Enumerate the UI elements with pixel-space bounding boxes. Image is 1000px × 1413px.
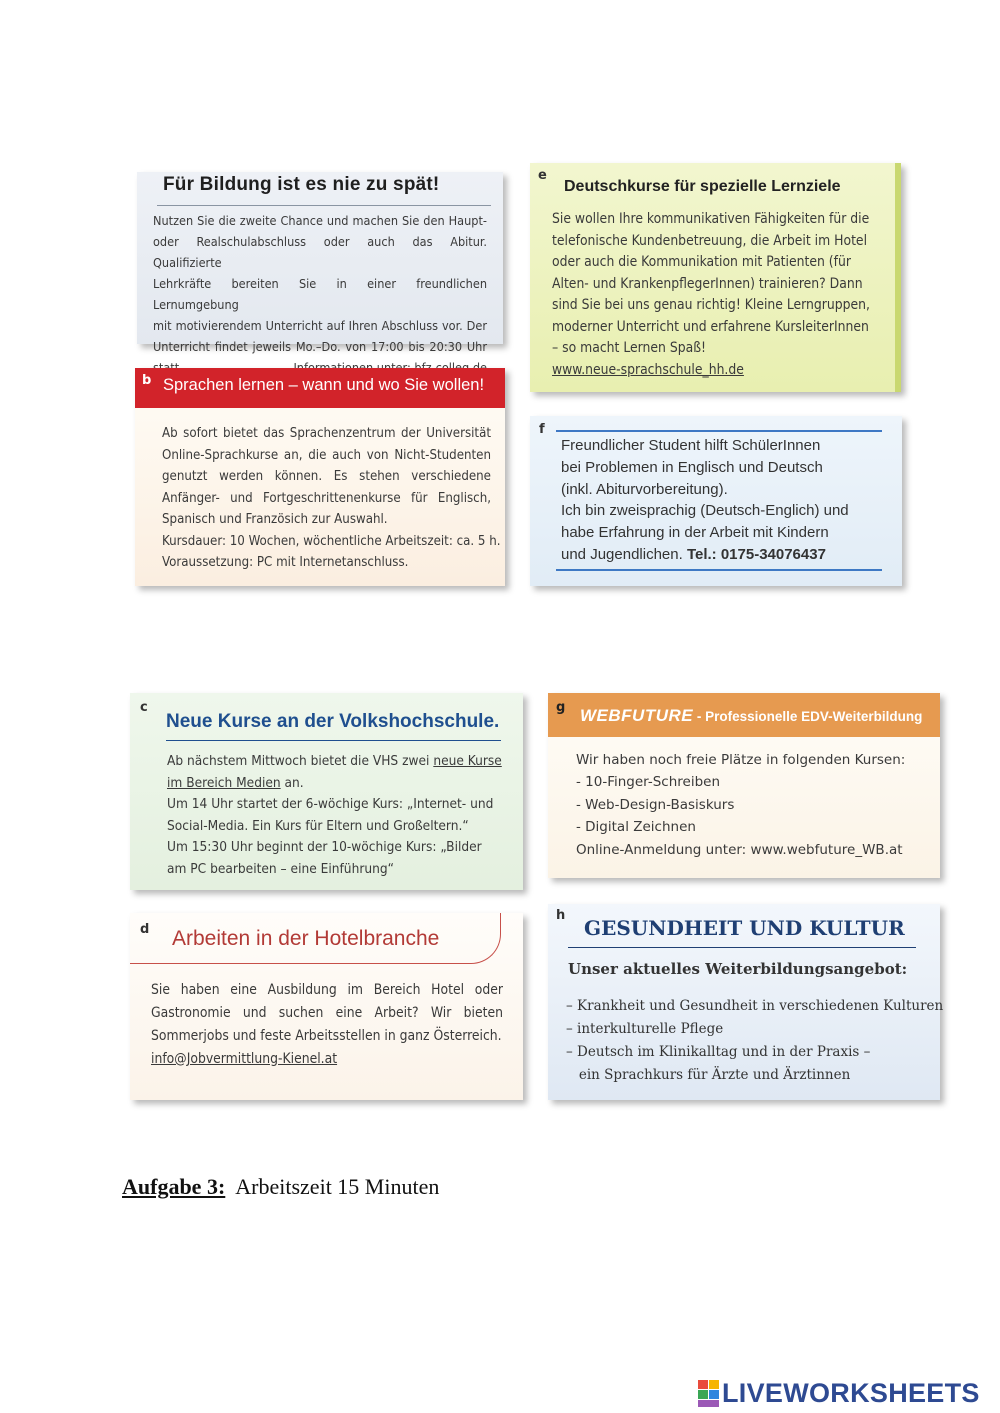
phone-number: Tel.: 0175-34076437 [686,545,826,563]
card-letter-h: h [556,908,566,923]
ad-card-hotelbranche [130,913,523,1100]
card-letter-f: f [539,422,545,437]
body-line: Um 14 Uhr startet der 6-wöchige Kurs: „Internet- und [167,796,494,812]
body-line: Um 15:30 Uhr beginnt der 10-wöchige Kurs: „Bilder [167,839,482,855]
top-rule [556,430,882,432]
body-text: an. [280,774,304,791]
body-line: Ab sofort bietet das Sprachenzentrum der Universität [162,426,491,441]
course-link: neue Kurse [433,753,502,769]
ad-body [153,210,487,378]
body-line: Online-Sprachkurse an, die auch von Nicht-Studenten [162,447,491,463]
body-line: Unterricht findet jeweils Mo.–Do. von 17:00 bis 20:30 Uhr [153,339,487,354]
body-line: – so macht Lernen Spaß! [552,340,706,356]
task-heading [122,1174,439,1200]
ad-body [151,979,503,1071]
ad-body [561,435,888,566]
body-line: Ich bin zweisprachig (Deutsch-Englich) und [561,502,849,520]
body-line-last [561,544,888,566]
body-line: Nutzen Sie die zweite Chance und machen Sie den Haupt- [153,213,487,228]
website-link[interactable]: www.neue-sprachschule_hh.de [552,361,744,378]
ad-subtitle: Unser aktuelles Weiterbildungsangebot: [568,960,908,978]
brand-subtitle: - Professionelle EDV-Weiterbildung [693,709,923,724]
liveworksheets-logo[interactable] [698,1378,980,1409]
body-line: Voraussetzung: PC mit Internetanschluss. [162,555,409,570]
body-line: moderner Unterricht und erfahrene KursleiterInnen [552,318,869,335]
offer-list [566,995,943,1087]
body-line: Sie haben eine Ausbildung im Bereich Hotel oder [151,982,503,998]
course-item: - Digital Zeichnen [576,819,696,836]
ad-card-volkshochschule [130,693,523,890]
title-underline [568,947,916,948]
ad-title: Sprachen lernen – wann und wo Sie wollen! [163,376,485,394]
body-line: Wir haben noch freie Plätze in folgenden Kursen: [576,752,906,768]
body-line: Social-Media. Ein Kurs für Eltern und Großeltern.“ [167,817,469,834]
body-line [167,773,511,795]
email-link[interactable]: info@Jobvermittlung-Kienel.at [151,1051,338,1067]
body-line: Spanisch und Französich zur Auswahl. [162,512,388,527]
course-item: - Web-Design-Basiskurs [576,796,735,813]
card-letter-d: d [140,922,150,937]
task-label: Aufgabe 3: [122,1174,226,1199]
list-item: – interkulturelle Pflege [566,1021,724,1037]
list-item: ein Sprachkurs für Ärzte und Ärztinnen [566,1067,851,1083]
card-letter-c: c [140,700,148,715]
body-text: Ab nächstem Mittwoch bietet die VHS zwei [167,753,434,769]
title-underline [157,205,491,206]
ad-title: Für Bildung ist es nie zu spät! [163,174,440,195]
title-underline [166,740,501,741]
ad-body [167,751,511,880]
body-line: Lehrkräfte bereiten Sie in einer freundlichen Lernumgebung [153,276,487,312]
ad-card-deutschkurse [530,163,901,392]
list-item: – Deutsch im Klinikalltag und in der Praxis – [566,1044,871,1060]
body-line: mit motivierendem Unterricht auf Ihren Abschluss vor. Der [153,318,487,333]
body-line: telefonische Kundenbetreuung, die Arbeit im Hotel [552,232,868,249]
course-item: - 10-Finger-Schreiben [576,774,721,791]
ad-body [576,749,926,861]
body-line: Alten- und KrankenpflegerInnen) trainieren? Dann [552,275,863,292]
ad-card-sprachen [135,368,505,586]
body-line: Sie wollen Ihre kommunikativen Fähigkeiten für die [552,211,870,227]
logo-text: LIVEWORKSHEETS [722,1378,980,1408]
ad-title [580,706,922,726]
ad-title: Deutschkurse für spezielle Lernziele [564,178,841,195]
ad-card-bildung [137,172,503,354]
ad-body [162,423,501,574]
ad-body [552,209,881,381]
card-letter-g: g [556,700,566,715]
body-line: (inkl. Abiturvorbereitung). [561,480,728,498]
bottom-rule [556,569,882,571]
body-line: Gastronomie und suchen eine Arbeit? Wir bieten [151,1005,503,1021]
card-letter-e: e [538,168,547,183]
ad-title: Arbeiten in der Hotelbranche [172,927,440,950]
body-line [167,751,511,773]
ad-title: GESUNDHEIT UND KULTUR [584,916,905,940]
list-item: – Krankheit und Gesundheit in verschiedenen Kulturen [566,998,944,1014]
ad-title: Neue Kurse an der Volkshochschule. [166,711,500,732]
course-link: im Bereich Medien [167,774,281,791]
body-line: am PC bearbeiten – eine Einführung“ [167,860,394,877]
body-line: bei Problemen in Englisch und Deutsch [561,458,823,476]
body-line: oder Realschulabschluss oder auch das Abitur. Qualifizierte [153,234,487,270]
ad-card-nachhilfe [530,416,902,586]
body-line: Kursdauer: 10 Wochen, wöchentliche Arbeitszeit: ca. 5 h. [162,533,501,549]
body-text: und Jugendlichen. [561,545,687,563]
body-line: Freundlicher Student hilft SchülerInnen [561,437,821,454]
logo-icon [698,1380,720,1408]
body-line: habe Erfahrung in der Arbeit mit Kindern [561,524,829,542]
registration-line: Online-Anmeldung unter: www.webfuture_WB.at [576,841,903,858]
body-line: Anfänger- und Fortgeschrittenenkurse für Englisch, [162,490,491,506]
card-letter-b: b [142,373,152,388]
body-line: oder auch die Kommunikation mit Patienten (für [552,254,851,270]
ad-card-webfuture [548,693,940,878]
body-line: sind Sie bei uns genau richtig! Kleine Lerngruppen, [552,297,870,313]
body-line: Sommerjobs und feste Arbeitsstellen in ganz Österreich. [151,1028,502,1044]
body-line: genutzt werden können. Es stehen verschiedene [162,469,491,484]
task-time: Arbeitszeit 15 Minuten [235,1174,440,1199]
ad-card-gesundheit [548,904,944,1100]
brand-name: WEBFUTURE [580,706,694,725]
